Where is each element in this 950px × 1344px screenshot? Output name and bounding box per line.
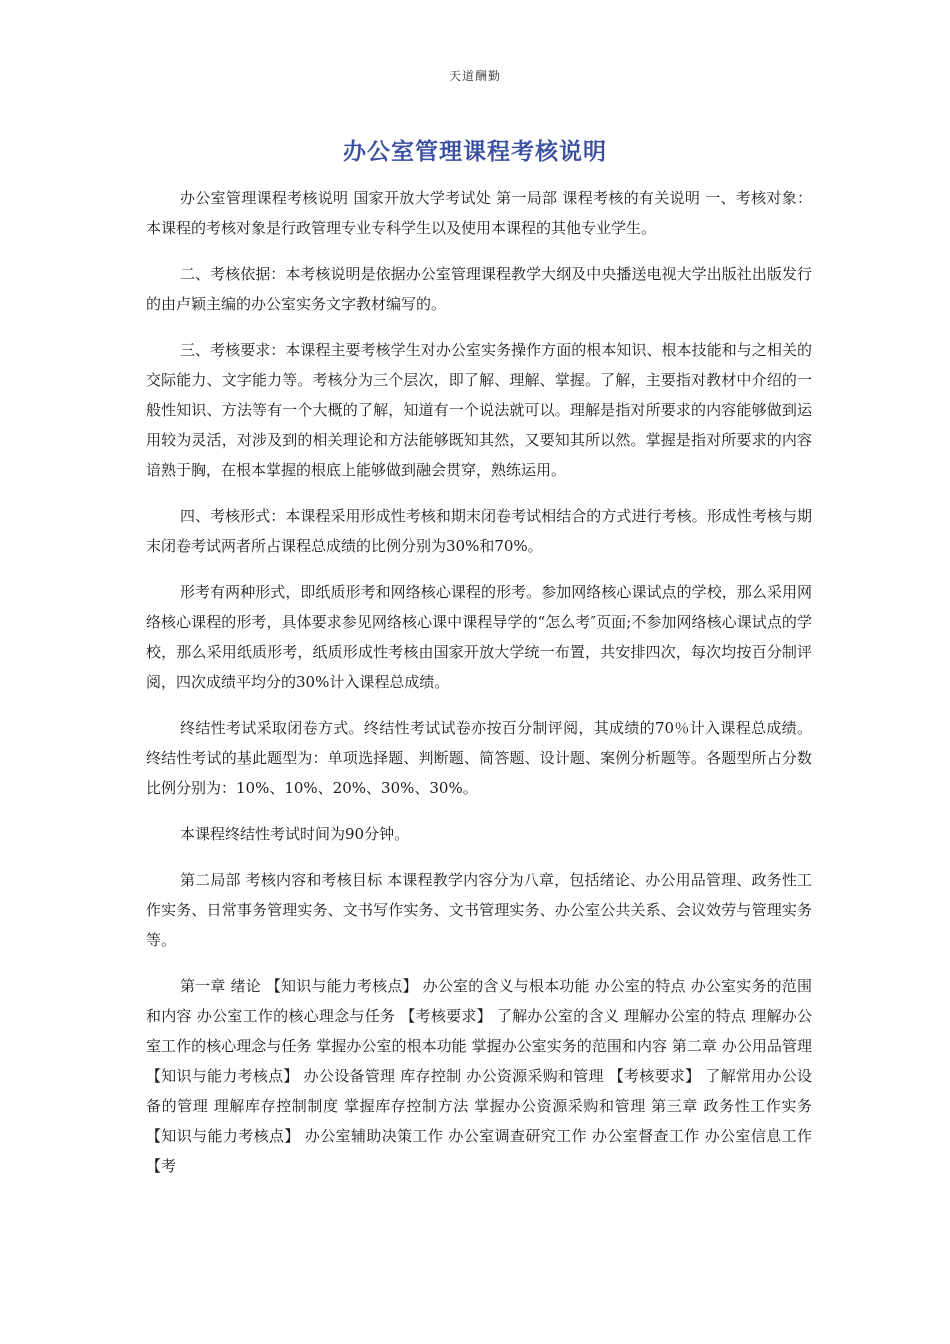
paragraph-1: 办公室管理课程考核说明 国家开放大学考试处 第一局部 课程考核的有关说明 一、考核对象：本课程的考核对象是行政管理专业专科学生以及使用本课程的其他专业学生。 [146, 189, 812, 237]
paragraph-6: 终结性考试采取闭卷方式。终结性考试试卷亦按百分制评阅，其成绩的70％计入课程总成绩。终结性考试的基此题型为：单项选择题、判断题、简答题、设计题、案例分析题等。各题型所占分数比例分别为：10%、10%、20%、30%、30%。 [146, 719, 812, 797]
document-title: 办公室管理课程考核说明 [343, 139, 607, 165]
paragraph-7: 本课程终结性考试时间为90分钟。 [180, 825, 410, 843]
paragraph-5: 形考有两种形式，即纸质形考和网络核心课程的形考。参加网络核心课试点的学校，那么采用网络核心课程的形考，具体要求参见网络核心课中课程导学的“怎么考″页面;不参加网络核心课试点的学校，那么采用纸质形考，纸质形成性考核由国家开放大学统一布置，共安排四次，每次均按百分制评阅，四次成绩平均分的30%计入课程总成绩。 [146, 583, 812, 691]
document-body [146, 183, 812, 1197]
paragraph-3: 三、考核要求：本课程主要考核学生对办公室实务操作方面的根本知识、根本技能和与之相关的交际能力、文字能力等。考核分为三个层次，即了解、理解、掌握。了解，主要指对教材中介绍的一般性知识、方法等有一个大概的了解，知道有一个说法就可以。理解是指对所要求的内容能够做到运用较为灵活，对涉及到的相关理论和方法能够既知其然，又要知其所以然。掌握是指对所要求的内容谙熟于胸，在根本掌握的根底上能够做到融会贯穿，熟练运用。 [146, 341, 812, 479]
paragraph-8: 第二局部 考核内容和考核目标 本课程教学内容分为八章，包括绪论、办公用品管理、政务性工作实务、日常事务管理实务、文书写作实务、文书管理实务、办公室公共关系、会议效劳与管理实务等。 [146, 871, 812, 949]
paragraph-4: 四、考核形式：本课程采用形成性考核和期末闭卷考试相结合的方式进行考核。形成性考核与期末闭卷考试两者所占课程总成绩的比例分别为30%和70%。 [146, 507, 812, 555]
paragraph-2: 二、考核依据：本考核说明是依据办公室管理课程教学大纲及中央播送电视大学出版社出版发行的由卢颖主编的办公室实务文字教材编写的。 [146, 265, 812, 313]
paragraph-9: 第一章 绪论 【知识与能力考核点】 办公室的含义与根本功能 办公室的特点 办公室实务的范围和内容 办公室工作的核心理念与任务 【考核要求】 了解办公室的含义 理解办公室的特点 理解办公室工作的核心理念与任务 掌握办公室的根本功能 掌握办公室实务的范围和内容 第二章 办公用品管理 【知识与能力考核点】 办公设备管理 库存控制 办公资源采购和管理 【考核要求】 了解常用办公设备的管理 理解库存控制制度 掌握库存控制方法 掌握办公资源采购和管理 第三章 政务性工作实务 【知识与能力考核点】 办公室辅助决策工作 办公室调查研究工作 办公室督查工作 办公室信息工作 【考 [146, 977, 812, 1175]
page-header: 天道酬勤 [448, 69, 501, 83]
